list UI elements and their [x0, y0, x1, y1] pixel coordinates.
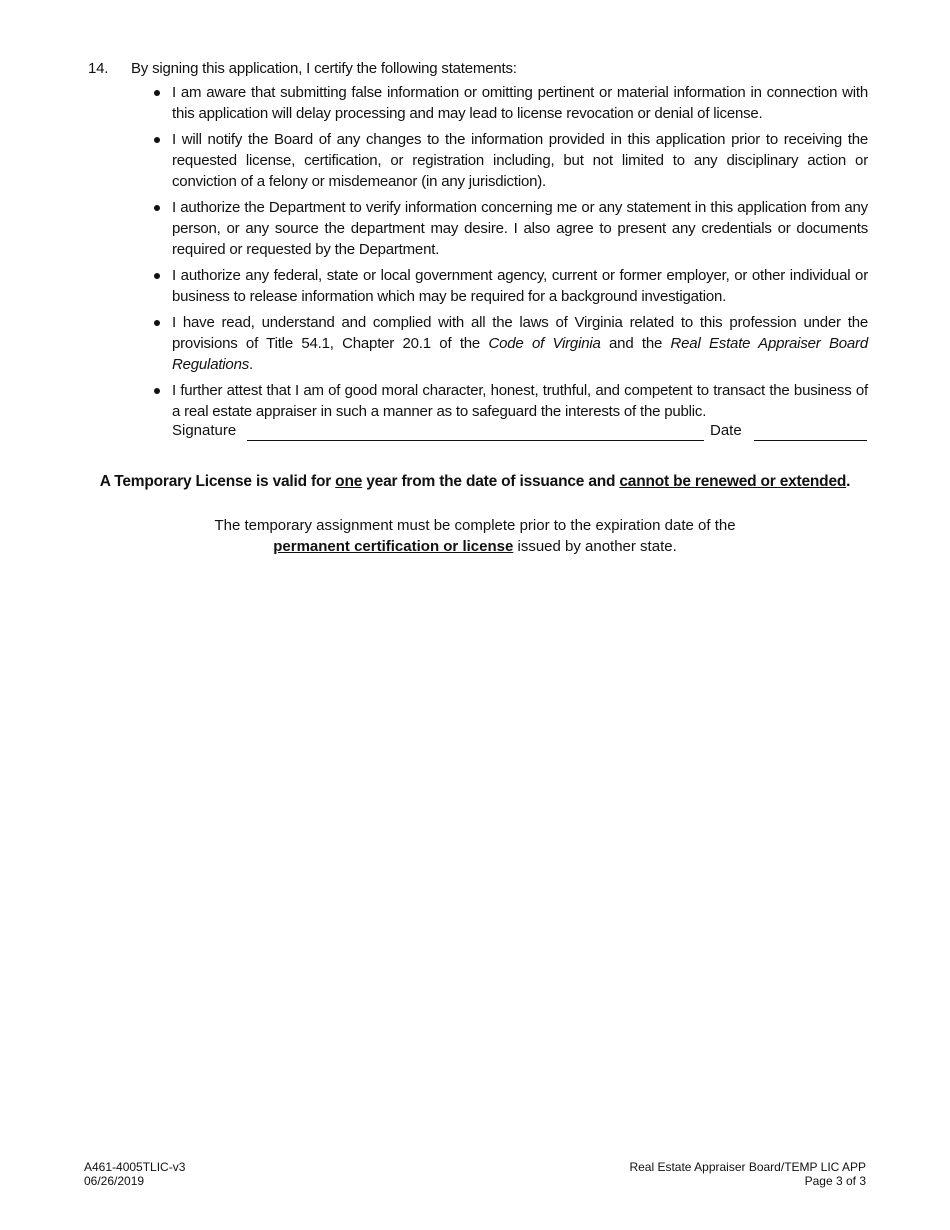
page-number: Page 3 of 3	[804, 1174, 866, 1188]
form-id: A461-4005TLIC-v3	[84, 1160, 186, 1174]
date-label: Date	[710, 422, 742, 439]
item-intro: By signing this application, I certify the following statements:	[131, 60, 517, 77]
bullet-icon	[154, 205, 160, 211]
bullet-icon	[154, 388, 160, 394]
certification-statements	[88, 82, 868, 422]
bullet-icon	[154, 273, 160, 279]
temporary-assignment-note: The temporary assignment must be complete prior to the expiration date of the permanent certification or license issued by another state.	[214, 517, 736, 555]
statement-item: I will notify the Board of any changes to the information provided in this application prior to receiving the requested license, certification, or registration including, but not limited to any disciplinary action or conviction of a felony or misdemeanor (in any jurisdiction).	[88, 129, 868, 192]
statement-item: I am aware that submitting false information or omitting pertinent or material information in connection with this application will delay processing and may lead to license revocation or denial of license.	[88, 82, 868, 124]
signature-label: Signature	[172, 422, 237, 439]
temporary-license-notice: A Temporary License is valid for one year from the date of issuance and cannot be renewed or extended.	[99, 473, 851, 490]
form-date: 06/26/2019	[84, 1174, 145, 1188]
date-field[interactable]	[754, 440, 867, 441]
item-14-certification	[88, 59, 868, 427]
signature-field[interactable]	[247, 440, 704, 441]
bullet-icon	[154, 137, 160, 143]
bullet-icon	[154, 320, 160, 326]
signature-row	[172, 420, 867, 444]
board-name: Real Estate Appraiser Board/TEMP LIC APP	[629, 1160, 866, 1174]
item-14-heading	[88, 59, 868, 79]
item-number: 14.	[88, 60, 109, 77]
footer-page-info	[629, 1160, 866, 1188]
statement-item: I authorize the Department to verify information concerning me or any statement in this application from any person, or any source the department may desire. I also agree to present any credentials or documents required or requested by the Department.	[88, 197, 868, 260]
statement-item: I authorize any federal, state or local government agency, current or former employer, or other individual or business to release information which may be required for a background investigation.	[88, 265, 868, 307]
statement-item: I further attest that I am of good moral character, honest, truthful, and competent to transact the business of a real estate appraiser in such a manner as to safeguard the interests of the public.	[88, 380, 868, 422]
statement-item: I have read, understand and complied with all the laws of Virginia related to this profession under the provisions of Title 54.1, Chapter 20.1 of the Code of Virginia and the Real Estate Appraiser Board Regulations.	[88, 312, 868, 375]
bullet-icon	[154, 90, 160, 96]
footer-form-info	[84, 1160, 185, 1188]
